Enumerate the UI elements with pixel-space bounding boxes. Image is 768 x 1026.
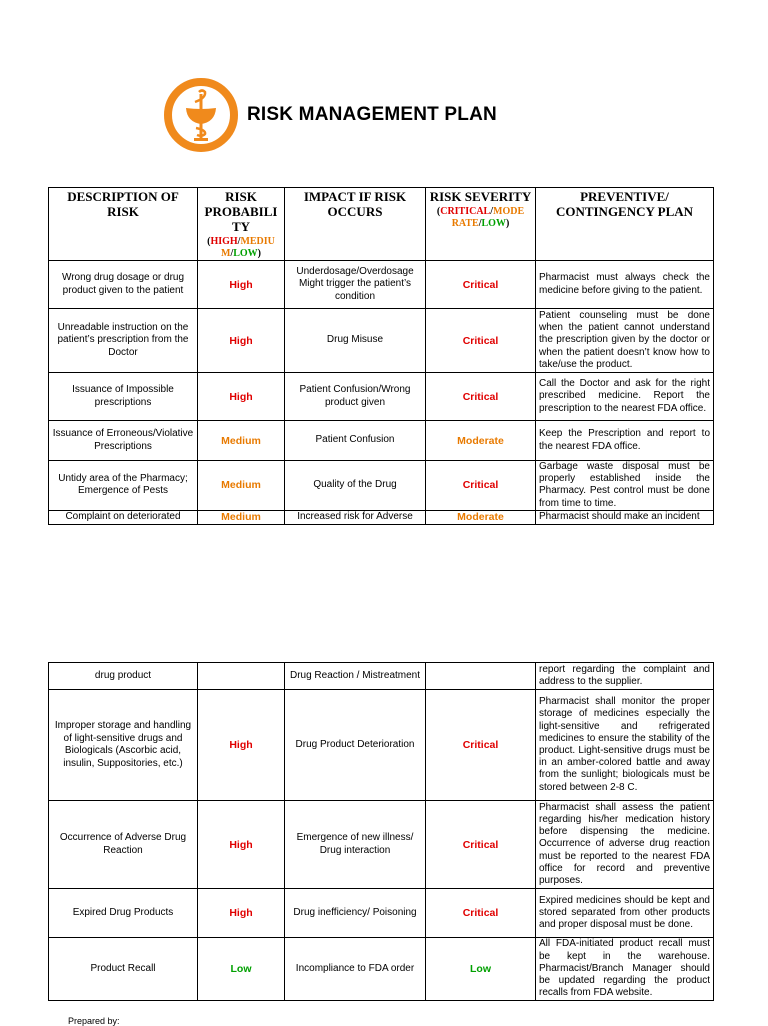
risk-description-cell: Unreadable instruction on the patient’s prescription from the Doctor xyxy=(49,309,198,373)
risk-severity-cell: Critical xyxy=(426,889,536,938)
table-row xyxy=(49,889,714,938)
risk-impact-cell: Incompliance to FDA order xyxy=(285,938,426,1001)
risk-probability-cell: Medium xyxy=(198,421,285,461)
table-row xyxy=(49,461,714,511)
severity-legend: (CRITICAL/MODE RATE/LOW) xyxy=(436,206,525,229)
risk-description-cell: Expired Drug Products xyxy=(49,889,198,938)
risk-description-cell: Wrong drug dosage or drug product given to the patient xyxy=(49,261,198,309)
preventive-plan-cell: Patient counseling must be done when the patient cannot understand the prescription given by the doctor or when the patient doesn’t know how to take/use the product. xyxy=(536,309,714,373)
risk-probability-cell: Low xyxy=(198,938,285,1001)
risk-probability-cell: Medium xyxy=(198,510,285,524)
risk-impact-cell: Underdosage/Overdosage Might trigger the patient’s condition xyxy=(285,261,426,309)
risk-impact-cell: Drug Misuse xyxy=(285,309,426,373)
risk-impact-cell: Drug Reaction / Mistreatment xyxy=(285,663,426,690)
risk-description-cell: Occurrence of Adverse Drug Reaction xyxy=(49,801,198,889)
risk-probability-cell: High xyxy=(198,261,285,309)
col-header-impact: IMPACT IF RISK OCCURS xyxy=(285,188,426,261)
risk-severity-cell: Critical xyxy=(426,309,536,373)
risk-probability-cell: High xyxy=(198,801,285,889)
risk-description-cell: Untidy area of the Pharmacy; Emergence of Pests xyxy=(49,461,198,511)
risk-probability-cell xyxy=(198,663,285,690)
table-row xyxy=(49,261,714,309)
preventive-plan-cell: Garbage waste disposal must be properly established inside the Pharmacy. Pest control must be done from time to time. xyxy=(536,461,714,511)
risk-severity-cell: Low xyxy=(426,938,536,1001)
probability-legend: (HIGH/MEDIU M/LOW) xyxy=(207,236,275,259)
risk-probability-cell: High xyxy=(198,690,285,801)
risk-description-cell: drug product xyxy=(49,663,198,690)
pharmacy-logo xyxy=(162,78,240,152)
risk-table-page2 xyxy=(48,662,714,1001)
preventive-plan-cell: Pharmacist should make an incident xyxy=(536,510,714,524)
table-row xyxy=(49,421,714,461)
col-header-severity: RISK SEVERITY (CRITICAL/MODE RATE/LOW) xyxy=(426,188,536,261)
risk-impact-cell: Quality of the Drug xyxy=(285,461,426,511)
col-header-description: DESCRIPTION OF RISK xyxy=(49,188,198,261)
preventive-plan-cell: Keep the Prescription and report to the nearest FDA office. xyxy=(536,421,714,461)
table-row xyxy=(49,373,714,421)
risk-impact-cell: Increased risk for Adverse xyxy=(285,510,426,524)
prepared-by-label: Prepared by: xyxy=(68,1016,120,1026)
risk-description-cell: Issuance of Impossible prescriptions xyxy=(49,373,198,421)
page-title: RISK MANAGEMENT PLAN xyxy=(247,104,497,125)
risk-impact-cell: Drug Product Deterioration xyxy=(285,690,426,801)
preventive-plan-cell: All FDA-initiated product recall must be kept in the warehouse. Pharmacist/Branch Manager should be updated regarding the product recalls from FDA website. xyxy=(536,938,714,1001)
risk-impact-cell: Drug inefficiency/ Poisoning xyxy=(285,889,426,938)
risk-severity-cell: Critical xyxy=(426,690,536,801)
table-header-row xyxy=(49,188,714,261)
col-header-probability: RISK PROBABILI TY (HIGH/MEDIU M/LOW) xyxy=(198,188,285,261)
risk-probability-cell: High xyxy=(198,889,285,938)
risk-probability-cell: High xyxy=(198,309,285,373)
preventive-plan-cell: Expired medicines should be kept and stored separated from other products and proper disposal must be done. xyxy=(536,889,714,938)
risk-severity-cell: Moderate xyxy=(426,510,536,524)
preventive-plan-cell: Pharmacist must always check the medicine before giving to the patient. xyxy=(536,261,714,309)
preventive-plan-cell: Pharmacist shall assess the patient regarding his/her medication history before dispensing the medicine. Occurrence of adverse drug reaction must be reported to the nearest FDA office for record and preventive purposes. xyxy=(536,801,714,889)
risk-table-page1 xyxy=(48,187,714,525)
risk-probability-cell: Medium xyxy=(198,461,285,511)
risk-description-cell: Improper storage and handling of light-sensitive drugs and Biologicals (Ascorbic acid, insulin, Suppositories, etc.) xyxy=(49,690,198,801)
risk-severity-cell: Critical xyxy=(426,373,536,421)
risk-description-cell: Issuance of Erroneous/Violative Prescriptions xyxy=(49,421,198,461)
risk-impact-cell: Patient Confusion/Wrong product given xyxy=(285,373,426,421)
risk-impact-cell: Patient Confusion xyxy=(285,421,426,461)
risk-severity-cell: Critical xyxy=(426,261,536,309)
preventive-plan-cell: Pharmacist shall monitor the proper storage of medicines especially the light-sensitive and refrigerated medicines to ensure the stability of the product. Light-sensitive drugs must be in an amber-colored battle and away from the sunlight; biologicals must be stored between 2-8 C. xyxy=(536,690,714,801)
table-row xyxy=(49,309,714,373)
risk-severity-cell xyxy=(426,663,536,690)
risk-description-cell: Complaint on deteriorated xyxy=(49,510,198,524)
risk-severity-cell: Moderate xyxy=(426,421,536,461)
col-header-plan: PREVENTIVE/ CONTINGENCY PLAN xyxy=(536,188,714,261)
risk-probability-cell: High xyxy=(198,373,285,421)
preventive-plan-cell: report regarding the complaint and address to the supplier. xyxy=(536,663,714,690)
table-row xyxy=(49,690,714,801)
table-row xyxy=(49,938,714,1001)
pharmacy-bowl-snake-icon xyxy=(162,78,240,152)
risk-severity-cell: Critical xyxy=(426,801,536,889)
table-row xyxy=(49,801,714,889)
table-row xyxy=(49,510,714,524)
risk-impact-cell: Emergence of new illness/ Drug interaction xyxy=(285,801,426,889)
preventive-plan-cell: Call the Doctor and ask for the right prescribed medicine. Report the prescription to the nearest FDA office. xyxy=(536,373,714,421)
risk-description-cell: Product Recall xyxy=(49,938,198,1001)
risk-severity-cell: Critical xyxy=(426,461,536,511)
table-row xyxy=(49,663,714,690)
